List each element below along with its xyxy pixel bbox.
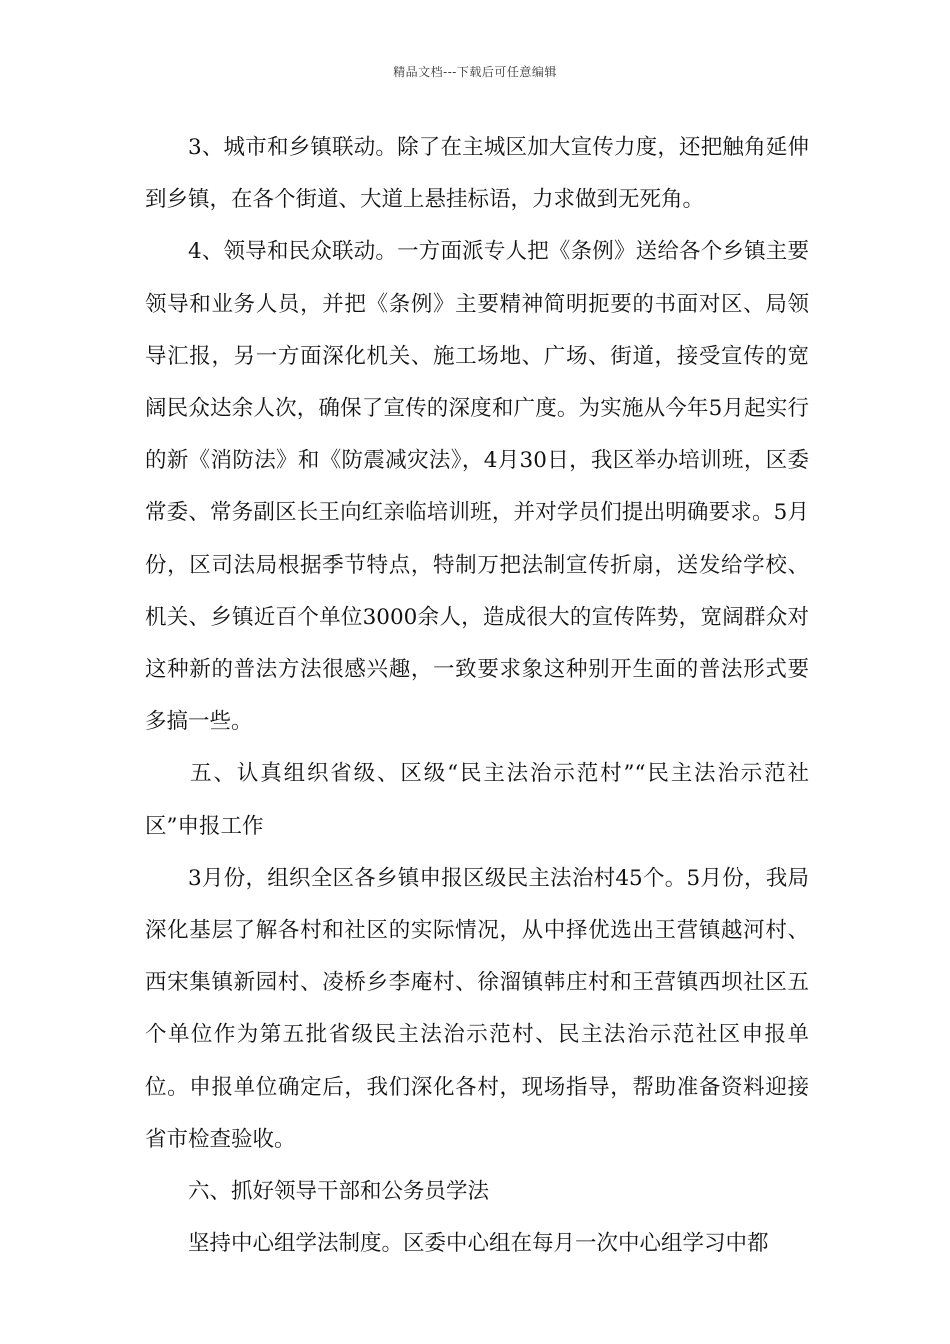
page-header: 精品文档---下载后可任意编辑 — [393, 65, 557, 79]
document-body — [145, 122, 809, 1270]
section-heading-five: 五、认真组织省级、区级“民主法治示范村”“民主法治示范社区”申报工作 — [145, 761, 809, 839]
paragraph-city-town-linkage: 3、城市和乡镇联动。除了在主城区加大宣传力度，还把触角延伸到乡镇，在各个街道、大道上悬挂标语，力求做到无死角。 — [145, 135, 809, 213]
paragraph-central-group-study: 坚持中心组学法制度。区委中心组在每月一次中心组学习中都 — [188, 1231, 769, 1257]
paragraph-leaders-public-linkage: 4、领导和民众联动。一方面派专人把《条例》送给各个乡镇主要领导和业务人员，并把《条例》主要精神简明扼要的书面对区、局领导汇报，另一方面深化机关、施工场地、广场、街道，接受宣传的宽阔民众达余人次，确保了宣传的深度和广度。为实施从今年5月起实行的新《消防法》和《防震减灾法》，4月30日，我区举办培训班，区委常委、常务副区长王向红亲临培训班，并对学员们提出明确要求。5月份，区司法局根据季节特点，特制万把法制宣传折扇，送发给学校、机关、乡镇近百个单位3000余人，造成很大的宣传阵势，宽阔群众对这种新的普法方法很感兴趣，一致要求象这种别开生面的普法形式要多搞一些。 — [145, 239, 809, 735]
section-heading-six: 六、抓好领导干部和公务员学法 — [188, 1179, 490, 1205]
paragraph-demonstration-village: 3月份，组织全区各乡镇申报区级民主法治村45个。5月份，我局深化基层了解各村和社区的实际情况，从中择优选出王营镇越河村、西宋集镇新园村、凌桥乡李庵村、徐溜镇韩庄村和王营镇西坝社区五个单位作为第五批省级民主法治示范村、民主法治示范社区申报单位。申报单位确定后，我们深化各村，现场指导，帮助准备资料迎接省市检查验收。 — [145, 865, 809, 1152]
